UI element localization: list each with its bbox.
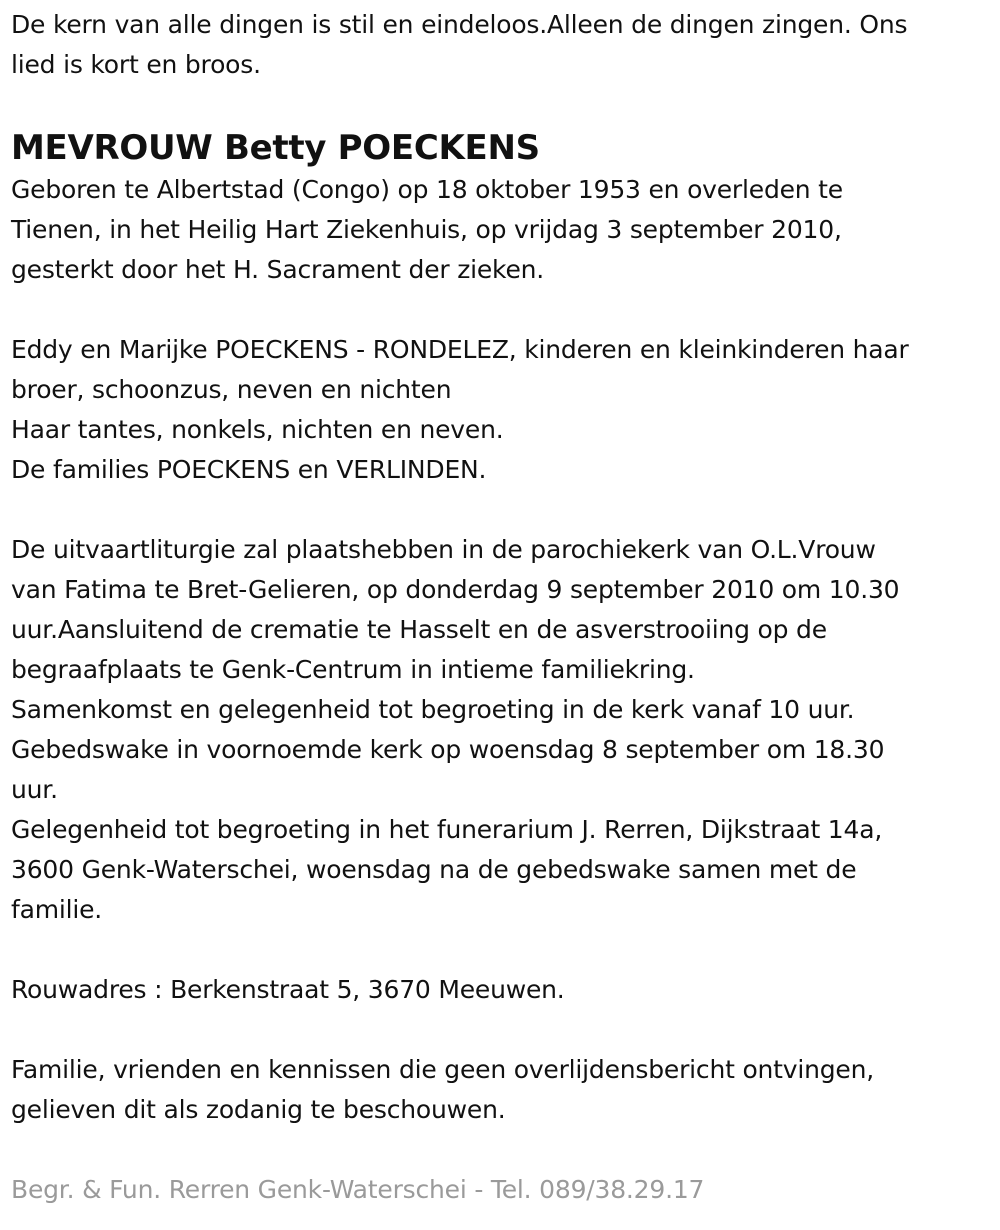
opening-quote: [11, 5, 991, 85]
paragraph-line: Rouwadres : Berkenstraat 5, 3670 Meeuwen.: [11, 975, 565, 1004]
paragraph-line: Samenkomst en gelegenheid tot begroeting in de kerk vanaf 10 uur.: [11, 695, 855, 724]
paragraph-line: 3600 Genk-Waterschei, woensdag na de gebedswake samen met de: [11, 855, 857, 884]
obituary-document: [11, 5, 991, 1210]
paragraph-line: Gelegenheid tot begroeting in het funerarium J. Rerren, Dijkstraat 14a,: [11, 815, 883, 844]
paragraph-spacer: [11, 1010, 991, 1050]
funeral-home-footer: Begr. & Fun. Rerren Genk-Waterschei - Tel. 089/38.29.17: [11, 1175, 705, 1204]
quote-line: lied is kort en broos.: [11, 50, 261, 79]
paragraph-line: De families POECKENS en VERLINDEN.: [11, 455, 487, 484]
paragraph-spacer: [11, 290, 991, 330]
paragraph-line: Haar tantes, nonkels, nichten en neven.: [11, 415, 504, 444]
paragraph-line: familie.: [11, 895, 103, 924]
paragraph-line: uur.: [11, 775, 58, 804]
paragraph-spacer: [11, 1130, 991, 1170]
paragraph-line: begraafplaats te Genk-Centrum in intieme familiekring.: [11, 655, 695, 684]
paragraph-line: broer, schoonzus, neven en nichten: [11, 375, 452, 404]
address-paragraph: [11, 970, 991, 1010]
paragraph-spacer: [11, 930, 991, 970]
birth-death-paragraph: [11, 170, 991, 290]
paragraph-line: De uitvaartliturgie zal plaatshebben in de parochiekerk van O.L.Vrouw: [11, 535, 876, 564]
deceased-name-heading: MEVROUW Betty POECKENS: [11, 128, 540, 168]
paragraph-line: van Fatima te Bret-Gelieren, op donderdag 9 september 2010 om 10.30: [11, 575, 900, 604]
paragraph-line: gesterkt door het H. Sacrament der zieken.: [11, 255, 545, 284]
quote-line: De kern van alle dingen is stil en eindeloos.Alleen de dingen zingen. Ons: [11, 10, 908, 39]
paragraph-line: Gebedswake in voornoemde kerk op woensdag 8 september om 18.30: [11, 735, 885, 764]
paragraph-line: Eddy en Marijke POECKENS - RONDELEZ, kinderen en kleinkinderen haar: [11, 335, 909, 364]
paragraph-line: Tienen, in het Heilig Hart Ziekenhuis, op vrijdag 3 september 2010,: [11, 215, 842, 244]
paragraph-spacer: [11, 490, 991, 530]
paragraph-line: gelieven dit als zodanig te beschouwen.: [11, 1095, 506, 1124]
paragraph-line: Familie, vrienden en kennissen die geen overlijdensbericht ontvingen,: [11, 1055, 875, 1084]
family-paragraph: [11, 330, 991, 490]
notice-paragraph: [11, 1050, 991, 1130]
paragraph-line: uur.Aansluitend de crematie te Hasselt en de asverstrooiing op de: [11, 615, 827, 644]
paragraph-line: Geboren te Albertstad (Congo) op 18 oktober 1953 en overleden te: [11, 175, 843, 204]
liturgy-paragraph: [11, 530, 991, 930]
